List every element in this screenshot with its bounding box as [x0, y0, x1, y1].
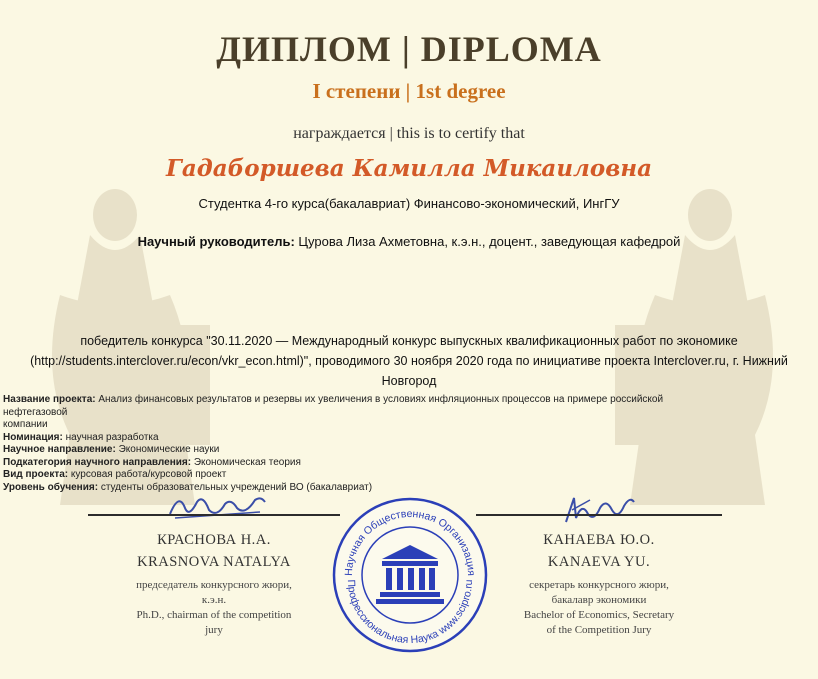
- project-details: [3, 394, 723, 494]
- detail-row: [3, 419, 723, 432]
- detail-value: научная разработка: [62, 431, 159, 443]
- right-signature-autograph: [560, 488, 640, 528]
- supervisor-value: Цурова Лиза Ахметовна, к.э.н., доцент., заведующая кафедрой: [294, 234, 681, 249]
- detail-value: компании: [3, 419, 48, 430]
- left-signatory-role: [88, 578, 340, 638]
- detail-label: Научное направление:: [3, 444, 116, 455]
- detail-row: [3, 457, 723, 470]
- left-signatory-name-en: KRASNOVA NATALYA: [137, 554, 291, 570]
- winner-statement: [8, 331, 810, 391]
- supervisor-line: [0, 234, 818, 249]
- detail-value: курсовая работа/курсовой проект: [68, 469, 227, 480]
- right-role-en-2: of the Competition Jury: [546, 624, 652, 636]
- degree-subtitle: I степени | 1st degree: [312, 79, 506, 103]
- left-role-en-1: Ph.D., chairman of the competition: [136, 609, 292, 621]
- left-signature-line: [88, 514, 340, 516]
- left-role-ru-2: к.э.н.: [201, 594, 227, 606]
- detail-value: Экономическая теория: [191, 456, 301, 468]
- winner-line-2: (http://students.interclover.ru/econ/vkr_econ.html)", проводимого 30 ноября 2020 года по инициативе проекта Interclover.ru, г. Нижний: [30, 354, 788, 368]
- diploma-title: ДИПЛОМ | DIPLOMA: [216, 29, 602, 69]
- supervisor-label: Научный руководитель:: [137, 234, 295, 249]
- winner-line-1: победитель конкурса "30.11.2020 — Международный конкурс выпускных квалификационных работ по экономике: [80, 334, 738, 348]
- right-role-en-1: Bachelor of Economics, Secretary: [523, 609, 675, 621]
- detail-label: Уровень обучения:: [3, 481, 99, 493]
- detail-row: [3, 469, 723, 482]
- detail-row: [3, 432, 723, 445]
- right-signatory-name-en: KANAEVA YU.: [547, 554, 651, 570]
- detail-label: Вид проекта:: [3, 469, 69, 480]
- detail-value: студенты образовательных учреждений ВО (бакалавриат): [98, 481, 373, 493]
- left-signature-autograph: [165, 488, 270, 522]
- right-role-ru-1: секретарь конкурсного жюри,: [529, 579, 669, 591]
- detail-value: Экономические науки: [115, 444, 220, 455]
- detail-label: Номинация:: [3, 431, 63, 443]
- detail-row: [3, 394, 723, 419]
- stamp-bottom-text: Профессиональная Наука www.scipro.ru: [344, 579, 476, 647]
- right-signatory-role: [476, 578, 722, 638]
- left-signatory-name-ru: КРАСНОВА Н.А.: [157, 532, 271, 548]
- recipient-name: Гадаборшева Камилла Микаиловна: [165, 155, 652, 182]
- student-info: Студентка 4-го курса(бакалавриат) Финансово-экономический, ИнгГУ: [198, 196, 620, 211]
- right-role-ru-2: бакалавр экономики: [551, 594, 647, 606]
- right-signatory-name-ru: КАНАЕВА Ю.О.: [543, 532, 655, 548]
- detail-label: Название проекта:: [3, 394, 96, 405]
- detail-value: Анализ финансовых результатов и резервы их увеличения в условиях инфляционных процессов на примере российской нефтегазовой: [3, 394, 664, 418]
- certify-text: награждается | this is to certify that: [293, 125, 525, 142]
- detail-label: Подкатегория научного направления:: [3, 456, 192, 468]
- left-role-en-2: jury: [205, 624, 223, 636]
- left-role-ru-1: председатель конкурсного жюри,: [136, 579, 292, 591]
- stamp-top-text: Научная Общественная Организация: [342, 507, 478, 577]
- winner-line-3: Новгород: [381, 374, 437, 388]
- detail-row: [3, 444, 723, 457]
- right-signature-line: [476, 514, 722, 516]
- organization-stamp: [330, 495, 490, 655]
